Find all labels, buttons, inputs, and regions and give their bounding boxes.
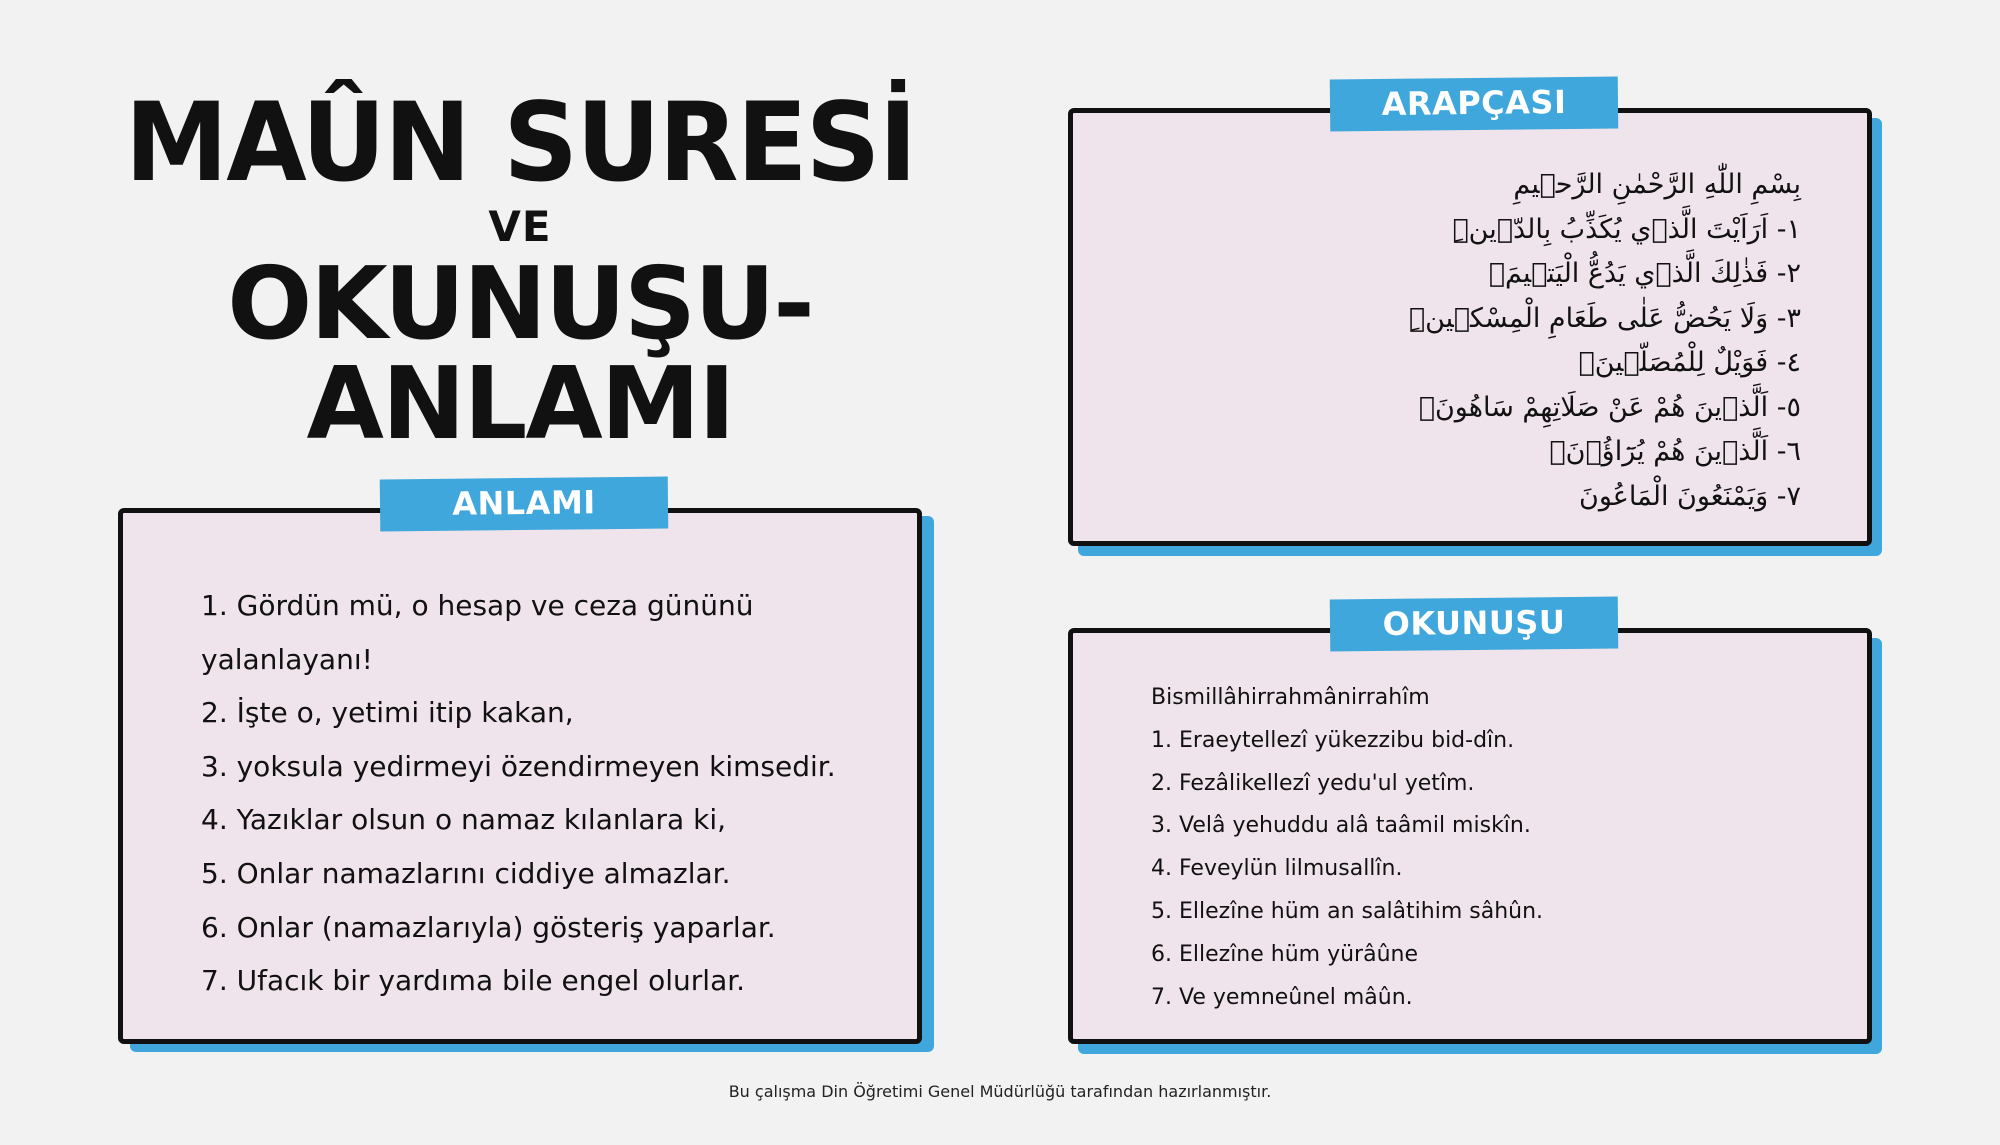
- meaning-line: 3. yoksula yedirmeyi özendirmeyen kimsedir.: [201, 749, 836, 783]
- arabic-line: ١- اَرَاَيْتَ الَّذ۪ي يُكَذِّبُ بِالدّ۪ينِۜ: [1452, 213, 1801, 245]
- meaning-line: 5. Onlar namazlarını ciddiye almazlar.: [201, 856, 731, 890]
- arabic-line: ٣- وَلَا يَحُضُّ عَلٰى طَعَامِ الْمِسْك۪ينِۜ: [1408, 302, 1801, 334]
- meaning-line: 4. Yazıklar olsun o namaz kılanlara ki,: [201, 803, 726, 837]
- meaning-card-tag: ANLAMI: [380, 476, 669, 531]
- title-line-2: OKUNUŞU-ANLAMI: [227, 245, 813, 462]
- arabic-line: ٦- اَلَّذ۪ينَ هُمْ يُرَٓاؤُ۫نَۙ: [1549, 436, 1801, 467]
- reading-line: 6. Ellezîne hüm yürâûne: [1151, 941, 1418, 967]
- reading-card-tag: OKUNUŞU: [1330, 596, 1619, 651]
- reading-card-panel: [1068, 628, 1872, 1044]
- meaning-line: 6. Onlar (namazlarıyla) gösteriş yaparlar.: [201, 910, 776, 944]
- meaning-line: 1. Gördün mü, o hesap ve ceza gününü: [201, 589, 754, 622]
- reading-card: [1068, 603, 1872, 1044]
- arabic-card: [1068, 83, 1872, 546]
- arabic-line: ٥- اَلَّذ۪ينَ هُمْ عَنْ صَلَاتِهِمْ سَاهُونَۙ: [1418, 391, 1801, 423]
- arabic-line: ٧- وَيَمْنَعُونَ الْمَاعُونَ: [1579, 480, 1801, 512]
- arabic-line: بِسْمِ اللّٰهِ الرَّحْمٰنِ الرَّح۪يمِ: [1513, 169, 1801, 200]
- meaning-line: 7. Ufacık bir yardıma bile engel olurlar.: [201, 964, 746, 998]
- meaning-line: yalanlayanı!: [201, 642, 373, 676]
- reading-line: 3. Velâ yehuddu alâ taâmil miskîn.: [1151, 813, 1531, 839]
- page-title: [110, 77, 930, 462]
- title-line-1: MAÛN SURESİ: [124, 77, 916, 207]
- arabic-text: [1409, 163, 1801, 519]
- arabic-line: ٢- فَذٰلِكَ الَّذ۪ي يَدُعُّ الْيَت۪يمَۙ: [1488, 258, 1801, 289]
- meaning-line: 2. İşte o, yetimi itip kakan,: [201, 696, 574, 730]
- meaning-card-panel: [118, 508, 922, 1044]
- arabic-card-panel: [1068, 108, 1872, 546]
- arabic-card-tag: ARAPÇASI: [1330, 76, 1619, 131]
- reading-line: Bismillâhirrahmânirrahîm: [1151, 685, 1430, 710]
- reading-line: 7. Ve yemneûnel mâûn.: [1151, 984, 1413, 1010]
- title-connector: VE: [488, 202, 552, 251]
- meaning-text: [201, 579, 836, 1008]
- reading-line: 1. Eraeytellezî yükezzibu bid-dîn.: [1151, 727, 1515, 753]
- arabic-line: ٤- فَوَيْلٌ لِلْمُصَلّ۪ينَۙ: [1578, 347, 1801, 378]
- reading-line: 2. Fezâlikellezî yedu'ul yetîm.: [1151, 770, 1475, 796]
- reading-line: 5. Ellezîne hüm an salâtihim sâhûn.: [1151, 898, 1544, 924]
- reading-line: 4. Feveylün lilmusallîn.: [1151, 856, 1403, 882]
- reading-text: [1151, 677, 1543, 1019]
- footer-credit: Bu çalışma Din Öğretimi Genel Müdürlüğü tarafından hazırlanmıştır.: [728, 1082, 1272, 1101]
- meaning-card: [118, 483, 922, 1044]
